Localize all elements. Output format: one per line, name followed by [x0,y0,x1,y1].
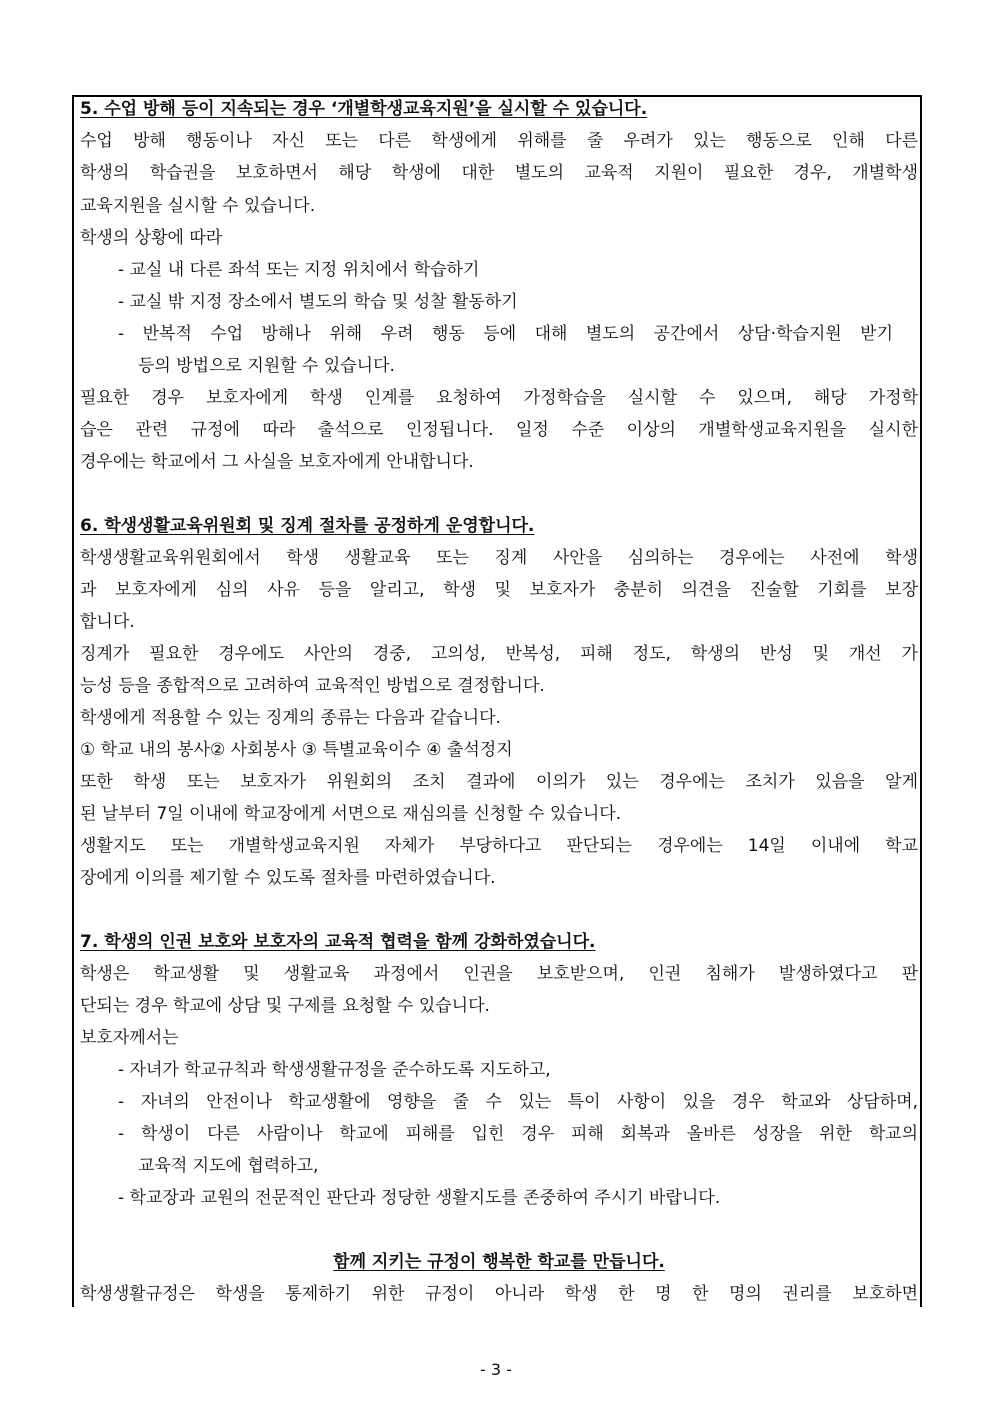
sec7-item-4: - 학교장과 교원의 전문적인 판단과 정당한 생활지도를 존중하여 주시기 바랍니다. [118,1188,721,1208]
section-5-heading: 5. 수업 방해 등이 지속되는 경우 ‘개별학생교육지원’을 실시할 수 있습니다. [80,99,648,119]
sec7-p1-line1: 학생은 학교생활 및 생활교육 과정에서 인권을 보호받으며, 인권 침해가 발생하였다고 판 [80,964,918,984]
sec5-item-3-cont: 등의 방법으로 지원할 수 있습니다. [138,356,395,376]
sec7-item-1: - 자녀가 학교규칙과 학생생활규정을 준수하도록 지도하고, [118,1060,551,1080]
sec5-p2-line1: 필요한 경우 보호자에게 학생 인계를 요청하여 가정학습을 실시할 수 있으며, 해당 가정학 [80,388,918,408]
closing-heading: 함께 지키는 규정이 행복한 학교를 만듭니다. [333,1252,665,1272]
closing-text: 학생생활규정은 학생을 통제하기 위한 규정이 아니라 학생 한 명 한 명의 권리를 보호하면 [80,1284,918,1304]
sec6-p1-line1: 학생생활교육위원회에서 학생 생활교육 또는 징계 사안을 심의하는 경우에는 사전에 학생 [80,548,918,568]
sec6-p2-line1: 징계가 필요한 경우에도 사안의 경중, 고의성, 반복성, 피해 정도, 학생의 반성 및 개선 가 [80,644,918,664]
sec5-item-2: - 교실 밖 지정 장소에서 별도의 학습 및 성찰 활동하기 [118,292,518,312]
sec5-intro: 학생의 상황에 따라 [80,228,223,248]
sec5-p2-line3: 경우에는 학교에서 그 사실을 보호자에게 안내합니다. [80,452,474,472]
sec5-item-1: - 교실 내 다른 좌석 또는 지정 위치에서 학습하기 [118,260,480,280]
sec7-item-3-cont: 교육적 지도에 협력하고, [138,1156,319,1176]
sec7-intro: 보호자께서는 [80,1028,179,1048]
sec6-p3: 학생에게 적용할 수 있는 징계의 종류는 다음과 같습니다. [80,708,501,728]
sec5-p2-line2: 습은 관련 규정에 따라 출석으로 인정됩니다. 일정 수준 이상의 개별학생교육지원을 실시한 [80,420,918,440]
sec5-p1-line3: 교육지원을 실시할 수 있습니다. [80,196,316,216]
sec5-item-3: - 반복적 수업 방해나 위해 우려 행동 등에 대해 별도의 공간에서 상담·학습지원 받기 [118,324,893,344]
sec7-p1-line2: 단되는 경우 학교에 상담 및 구제를 요청할 수 있습니다. [80,996,490,1016]
sec6-p4-line2: 된 날부터 7일 이내에 학교장에게 서면으로 재심의를 신청할 수 있습니다. [80,804,622,824]
sec6-p1-line2: 과 보호자에게 심의 사유 등을 알리고, 학생 및 보호자가 충분히 의견을 진술할 기회를 보장 [80,580,918,600]
page-number: - 3 - [480,1360,512,1379]
section-6-heading: 6. 학생생활교육위원회 및 징계 절차를 공정하게 운영합니다. [80,516,535,536]
sec7-item-3: - 학생이 다른 사람이나 학교에 피해를 입힌 경우 피해 회복과 올바른 성장을 위한 학교의 [118,1124,918,1144]
sec6-p4-line1: 또한 학생 또는 보호자가 위원회의 조치 결과에 이의가 있는 경우에는 조치가 있음을 알게 [80,772,918,792]
sec6-p2-line2: 능성 등을 종합적으로 고려하여 교육적인 방법으로 결정합니다. [80,676,545,696]
sec7-item-2: - 자녀의 안전이나 학교생활에 영향을 줄 수 있는 특이 사항이 있을 경우 학교와 상담하며, [118,1092,918,1112]
sec5-p1-line1: 수업 방해 행동이나 자신 또는 다른 학생에게 위해를 줄 우려가 있는 행동으로 인해 다른 [80,131,918,151]
sec6-p5-line1: 생활지도 또는 개별학생교육지원 자체가 부당하다고 판단되는 경우에는 14일 이내에 학교 [80,836,918,856]
sec6-p5-line2: 장에게 이의를 제기할 수 있도록 절차를 마련하였습니다. [80,868,496,888]
sec5-p1-line2: 학생의 학습권을 보호하면서 해당 학생에 대한 별도의 교육적 지원이 필요한 경우, 개별학생 [80,163,918,183]
sec6-disciplinary-types: ① 학교 내의 봉사② 사회봉사 ③ 특별교육이수 ④ 출석정지 [80,740,513,760]
sec6-p1-line3: 합니다. [80,612,135,632]
section-7-heading: 7. 학생의 인권 보호와 보호자의 교육적 협력을 함께 강화하였습니다. [80,932,596,952]
